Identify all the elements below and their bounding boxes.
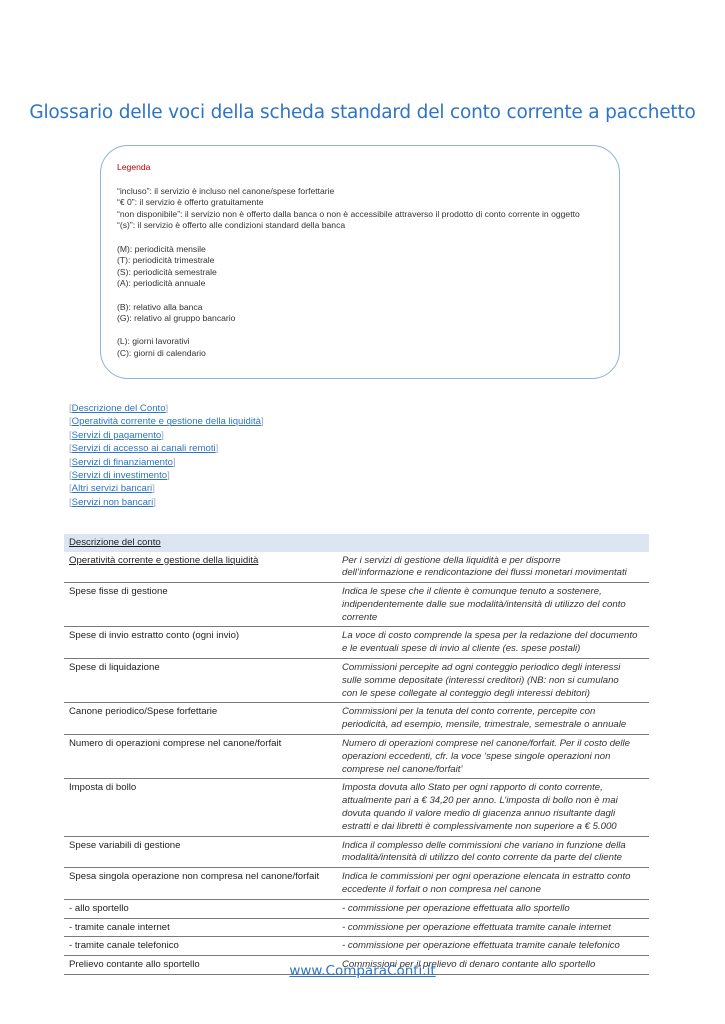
row-description bbox=[338, 900, 649, 918]
description-line: eccedente il forfait o non compresa nel canone bbox=[342, 884, 541, 896]
row-description bbox=[338, 659, 649, 702]
description-line: estratti e dai libretti è complessivamente non superiore a € 5.000 bbox=[342, 820, 617, 832]
row-description bbox=[338, 937, 649, 955]
description-line: corrente bbox=[342, 611, 378, 623]
bracket-open: [ bbox=[69, 416, 72, 428]
row-description bbox=[338, 735, 649, 778]
description-line: con le spese collegate al conteggio degli interessi debitori) bbox=[342, 687, 590, 699]
table-row bbox=[64, 779, 649, 836]
description-line: attualmente pari a € 34,20 per anno. L’imposta di bollo non è mai bbox=[342, 795, 618, 807]
section-link-row bbox=[69, 402, 264, 415]
description-line: comprese nel canone/forfait’ bbox=[342, 763, 463, 775]
table-row bbox=[64, 735, 649, 779]
description-line: Numero di operazioni comprese nel canone/forfait. Per il costo delle bbox=[342, 738, 630, 750]
section-link[interactable]: Servizi di accesso ai canali remoti bbox=[71, 443, 216, 455]
bracket-open: [ bbox=[69, 403, 72, 414]
bracket-open: [ bbox=[69, 483, 72, 495]
legend-line: (L): giorni lavorativi bbox=[117, 336, 190, 347]
legend-group bbox=[117, 302, 609, 325]
section-link-row bbox=[69, 496, 264, 509]
row-label: Spese fisse di gestione bbox=[69, 586, 168, 598]
bracket-close: ] bbox=[161, 429, 164, 441]
row-description bbox=[338, 919, 649, 937]
section-link[interactable]: Operatività corrente e gestione della liquidità bbox=[71, 416, 261, 428]
table-row bbox=[64, 583, 649, 627]
row-label: Spesa singola operazione non compresa nel canone/forfait bbox=[69, 871, 320, 883]
description-line: dell’informazione e rendicontazione dei flussi monetari movimentati bbox=[342, 567, 627, 579]
legend-line: (C): giorni di calendario bbox=[117, 347, 206, 358]
bracket-open: [ bbox=[69, 443, 72, 455]
table-row bbox=[64, 919, 649, 938]
page-title: Glossario delle voci della scheda standard del conto corrente a pacchetto bbox=[29, 102, 696, 123]
row-description bbox=[338, 703, 649, 734]
legend-title: Legenda bbox=[117, 162, 151, 172]
table-row bbox=[64, 659, 649, 703]
row-description bbox=[338, 583, 649, 626]
section-link[interactable]: Servizi di investimento bbox=[71, 470, 168, 482]
table-row bbox=[64, 703, 649, 735]
section-link-row bbox=[69, 415, 264, 428]
description-line: Indica il complesso delle commissioni che variano in funzione della bbox=[342, 839, 626, 851]
bracket-close: ] bbox=[167, 470, 170, 482]
row-label: Spese di liquidazione bbox=[69, 662, 160, 674]
footer[interactable] bbox=[0, 963, 725, 979]
legend-line: “€ 0”: il servizio è offerto gratuitamente bbox=[117, 197, 264, 208]
bracket-close: ] bbox=[215, 443, 219, 455]
description-line: Imposta dovuta allo Stato per ogni rapporto di conto corrente, bbox=[342, 782, 603, 794]
legend-line: (G): relativo al gruppo bancario bbox=[117, 313, 236, 324]
bracket-close: ] bbox=[152, 483, 155, 495]
section-link-row bbox=[69, 442, 264, 455]
bracket-open: [ bbox=[69, 496, 72, 508]
row-description bbox=[338, 868, 649, 899]
row-description bbox=[338, 837, 649, 868]
row-label: Prelievo contante allo sportello bbox=[69, 959, 200, 971]
legend-line: (T): periodicità trimestrale bbox=[117, 255, 215, 266]
description-line: Commissioni per la tenuta del conto corrente, percepite con bbox=[342, 706, 596, 718]
row-description bbox=[338, 627, 649, 658]
row-label: Spese di invio estratto conto (ogni invio) bbox=[69, 630, 240, 642]
legend-line: “non disponibile”: il servizio non è offerto dalla banca o non è accessibile attraverso il prodotto di conto corrente in oggetto bbox=[117, 208, 580, 219]
section-link[interactable]: Servizi di pagamento bbox=[71, 429, 162, 441]
section-link[interactable]: Servizi di finanziamento bbox=[71, 456, 173, 468]
row-label: Numero di operazioni comprese nel canone/forfait bbox=[69, 738, 282, 750]
description-line: - commissione per operazione effettuata tramite canale internet bbox=[342, 921, 611, 933]
description-line: - commissione per operazione effettuata allo sportello bbox=[342, 902, 570, 914]
bracket-close: ] bbox=[261, 416, 264, 428]
table-header-row bbox=[64, 534, 649, 552]
section-link[interactable]: Servizi non bancari bbox=[71, 496, 154, 508]
description-line: Commissioni per il prelievo di denaro contante allo sportello bbox=[342, 959, 596, 971]
description-line: Commissioni percepite ad ogni conteggio periodico degli interessi bbox=[342, 662, 621, 674]
description-line: Indica le spese che il cliente è comunque tenuto a sostenere, bbox=[342, 586, 602, 598]
bracket-open: [ bbox=[69, 456, 72, 468]
table-header: Descrizione del conto bbox=[69, 537, 161, 548]
table-row bbox=[64, 900, 649, 919]
bracket-close: ] bbox=[165, 403, 169, 414]
row-label: Operatività corrente e gestione della liquidità bbox=[69, 554, 259, 566]
table-row bbox=[64, 552, 649, 584]
legend-line: (M): periodicità mensile bbox=[117, 243, 206, 254]
row-label: Spese variabili di gestione bbox=[69, 839, 181, 851]
glossary-table bbox=[64, 534, 649, 975]
description-line: indipendentemente dalle sue modalità/intensità di utilizzo del conto bbox=[342, 598, 626, 610]
description-line: periodicità, ad esempio, mensile, trimestrale, semestrale o annuale bbox=[342, 719, 627, 731]
description-line: Per i servizi di gestione della liquidità e per disporre bbox=[342, 554, 561, 566]
section-link-row bbox=[69, 456, 264, 469]
row-label: Imposta di bollo bbox=[69, 782, 137, 794]
section-link[interactable]: Altri servizi bancari bbox=[71, 483, 153, 495]
section-link[interactable]: Descrizione del Conto bbox=[71, 403, 166, 414]
table-row bbox=[64, 627, 649, 659]
section-link-row bbox=[69, 469, 264, 482]
row-label: - tramite canale internet bbox=[69, 921, 170, 933]
table-row bbox=[64, 937, 649, 956]
table-row bbox=[64, 868, 649, 900]
description-line: - commissione per operazione effettuata tramite canale telefonico bbox=[342, 940, 620, 952]
bracket-open: [ bbox=[69, 429, 72, 441]
description-line: operazioni eccedenti, cfr. la voce ‘spese singole operazioni non bbox=[342, 750, 611, 762]
legend-line: “incluso”: il servizio è incluso nel canone/spese forfettarie bbox=[117, 185, 335, 196]
legend-box bbox=[100, 145, 620, 379]
row-label: Canone periodico/Spese forfettarie bbox=[69, 706, 218, 718]
bracket-close: ] bbox=[173, 456, 176, 468]
table-row bbox=[64, 837, 649, 869]
description-line: La voce di costo comprende la spesa per la redazione del documento bbox=[342, 630, 638, 642]
section-link-row bbox=[69, 482, 264, 495]
description-line: dovuta quando il valore medio di giacenza annuo risultante dagli bbox=[342, 808, 616, 820]
description-line: modalità/intensità di utilizzo del conto corrente da parte del cliente bbox=[342, 852, 622, 864]
legend-line: (A): periodicità annuale bbox=[117, 278, 206, 289]
row-label: - allo sportello bbox=[69, 902, 129, 914]
description-line: sulle somme depositate (interessi creditori) (NB: non si cumulano bbox=[342, 674, 619, 686]
row-description bbox=[338, 779, 649, 835]
bracket-close: ] bbox=[153, 496, 156, 508]
legend-group bbox=[117, 336, 609, 359]
description-line: e le eventuali spese di invio al cliente (es. spese postali) bbox=[342, 643, 581, 655]
legend-group bbox=[117, 186, 609, 232]
description-line: Indica le commissioni per ogni operazione elencata in estratto conto bbox=[342, 871, 631, 883]
row-description bbox=[338, 552, 649, 583]
section-links bbox=[69, 402, 264, 509]
legend-group bbox=[117, 244, 609, 290]
legend-line: (S): periodicità semestrale bbox=[117, 266, 217, 277]
footer-link[interactable]: www.ComparaConti.it bbox=[289, 963, 436, 979]
section-link-row bbox=[69, 429, 264, 442]
row-label: - tramite canale telefonico bbox=[69, 940, 179, 952]
bracket-open: [ bbox=[69, 470, 72, 482]
legend-line: “(s)”: il servizio è offerto alle condizioni standard della banca bbox=[117, 220, 346, 231]
legend-line: (B): relativo alla banca bbox=[117, 301, 203, 312]
